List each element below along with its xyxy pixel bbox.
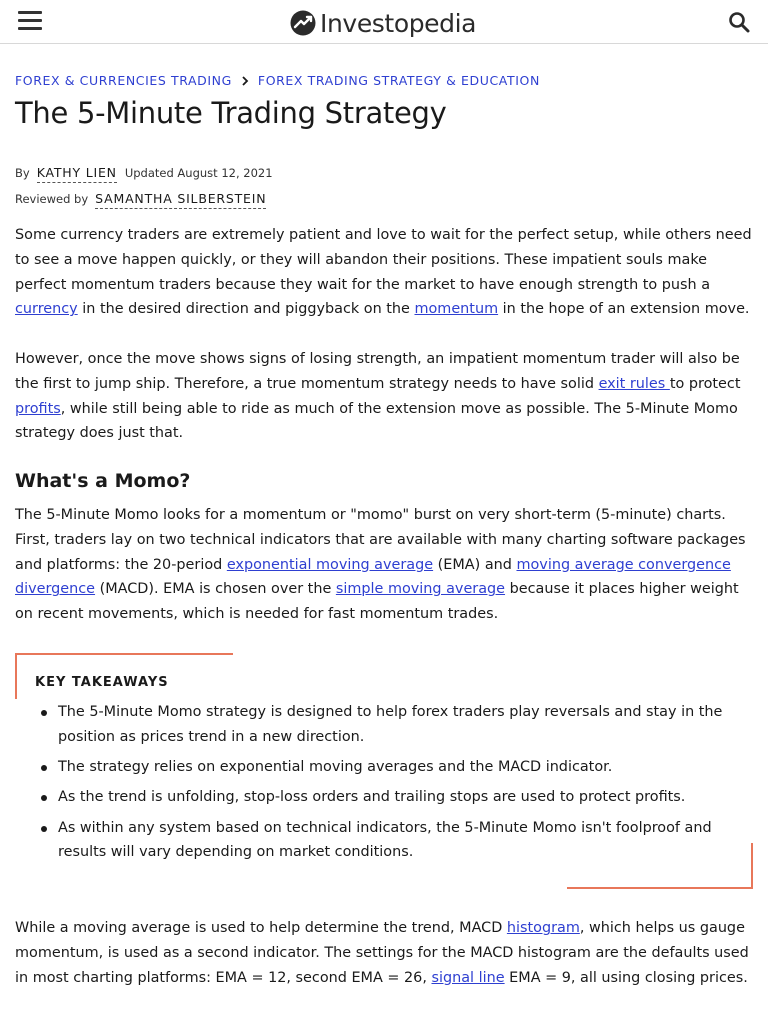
breadcrumb-link-forex-currencies[interactable]: FOREX & CURRENCIES TRADING — [15, 73, 232, 88]
logo-text: Investopedia — [320, 8, 477, 38]
text-run: Some currency traders are extremely patient and love to wait for the perfect setup, while others need to see a move happen quickly, or they will abandon their positions. These impatient souls make perfect momentum traders because they wait for the market to have enough strength to push a — [15, 227, 752, 293]
text-run: The 5-Minute Momo looks for a momentum or "momo" burst on very short-term (5-minute) charts. First, traders lay on two technical indicators that are available with many charting software packages and platforms: the 20-period — [15, 507, 746, 573]
by-label: By — [15, 166, 30, 180]
chevron-right-icon — [240, 76, 250, 86]
text-run: in the hope of an extension move. — [498, 301, 750, 318]
section-heading: What's a Momo? — [15, 470, 191, 492]
accent-border — [567, 887, 753, 889]
text-run: in the desired direction and piggyback on the — [77, 301, 415, 318]
reviewed-by-label: Reviewed by — [15, 192, 89, 206]
accent-border — [15, 653, 17, 699]
accent-border — [15, 653, 233, 655]
intro-paragraph — [15, 223, 755, 322]
hamburger-menu-icon[interactable] — [18, 11, 44, 33]
list-item: The 5-Minute Momo strategy is designed to help forex traders play reversals and stay in the position as prices trend in a new direction. — [35, 700, 725, 750]
text-run: because it places higher weight on recent movements, which is needed for fast momentum trades. — [15, 581, 739, 623]
text-run: (MACD). EMA is chosen over the — [95, 581, 336, 598]
sma-link[interactable]: simple moving average — [335, 581, 506, 598]
ema-link[interactable]: exponential moving average — [226, 556, 434, 573]
exit-rules-link[interactable]: exit rules — [598, 375, 670, 392]
list-item: As the trend is unfolding, stop-loss orders and trailing stops are used to protect profits. — [35, 785, 725, 810]
site-header — [0, 0, 768, 44]
author-byline — [15, 165, 273, 183]
list-item: As within any system based on technical indicators, the 5-Minute Momo isn't foolproof and results will vary depending on market conditions. — [35, 816, 725, 866]
text-run: , which helps us gauge momentum, is used as a second indicator. The settings for the MACD histogram are the defaults used in most charting platforms: EMA = 12, second EMA = 26, — [15, 920, 749, 986]
text-run: EMA = 9, all using closing prices. — [504, 969, 748, 986]
reviewer-byline — [15, 191, 274, 209]
signal-line-link[interactable]: signal line — [431, 969, 505, 986]
currency-link[interactable]: currency — [15, 301, 78, 318]
search-icon[interactable] — [727, 10, 751, 34]
text-run: to protect — [669, 375, 741, 392]
momo-paragraph — [15, 503, 755, 627]
text-run: (EMA) and — [433, 556, 517, 573]
breadcrumb — [15, 73, 540, 88]
key-takeaways-heading: KEY TAKEAWAYS — [35, 675, 169, 690]
breadcrumb-link-forex-strategy[interactable]: FOREX TRADING STRATEGY & EDUCATION — [257, 73, 540, 88]
key-takeaways-box — [15, 653, 753, 889]
text-run: , while still being able to ride as much of the extension move as possible. The 5-Minute Momo strategy does just that. — [15, 400, 738, 442]
key-takeaways-list — [35, 700, 725, 871]
second-paragraph — [15, 347, 755, 446]
investopedia-logo-icon — [290, 10, 316, 36]
histogram-link[interactable]: histogram — [506, 920, 580, 936]
author-link[interactable]: KATHY LIEN — [37, 165, 117, 183]
text-run: However, once the move shows signs of losing strength, an impatient momentum trader will also be the first to jump ship. Therefore, a true momentum strategy needs to have solid — [15, 351, 740, 392]
site-logo[interactable] — [290, 7, 476, 39]
macd-paragraph — [15, 916, 755, 990]
macd-link[interactable]: moving average convergence divergence — [15, 556, 731, 598]
updated-date: Updated August 12, 2021 — [124, 166, 273, 180]
text-run: While a moving average is used to help determine the trend, MACD — [15, 920, 507, 936]
profits-link[interactable]: profits — [15, 400, 61, 417]
reviewer-link[interactable]: SAMANTHA SILBERSTEIN — [95, 191, 266, 209]
article-title: The 5-Minute Trading Strategy — [15, 96, 447, 130]
accent-border — [751, 843, 753, 889]
list-item: The strategy relies on exponential moving averages and the MACD indicator. — [35, 755, 725, 780]
momentum-link[interactable]: momentum — [414, 301, 499, 318]
